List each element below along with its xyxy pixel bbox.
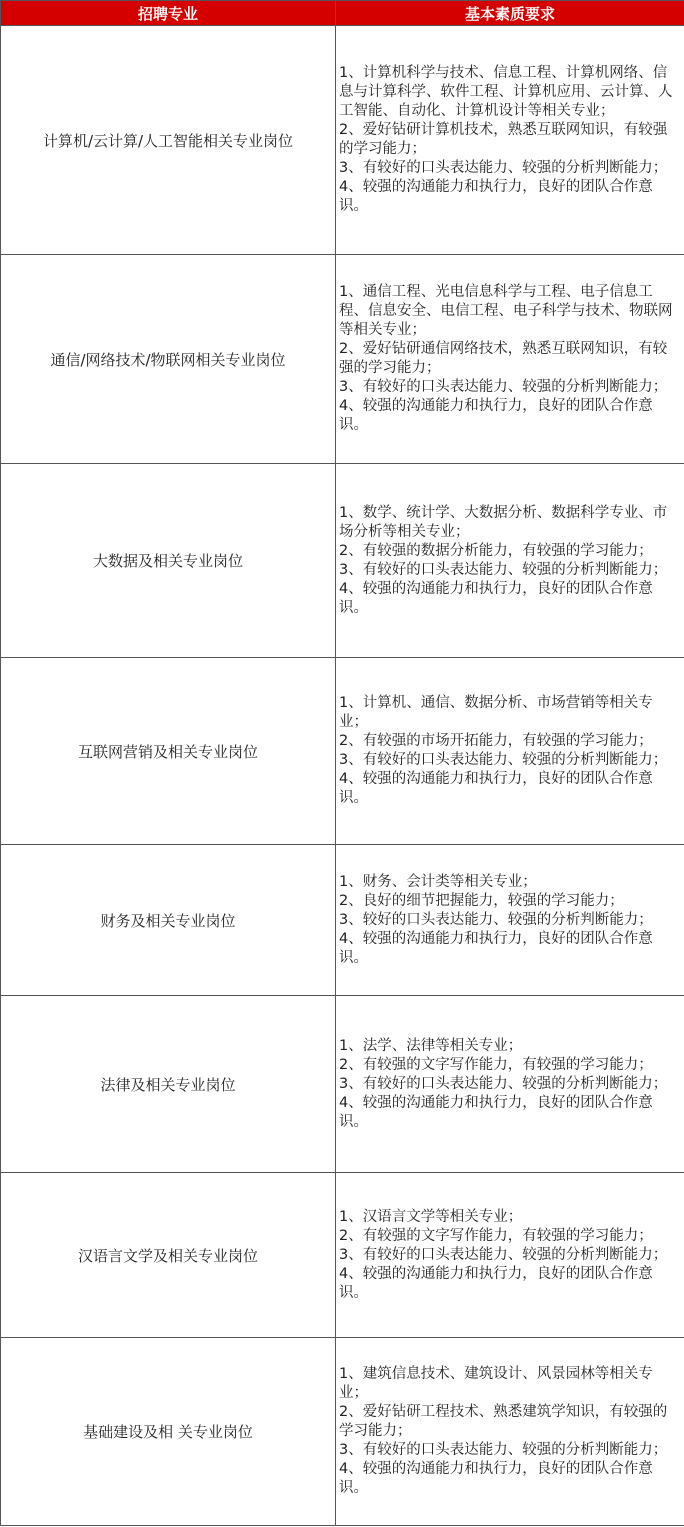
major-cell: 基础建设及相 关专业岗位	[1, 1338, 336, 1526]
requirements-cell	[336, 464, 684, 658]
requirement-item: 2、爱好钻研工程技术、熟悉建筑学知识，有较强的学习能力；	[339, 1404, 668, 1439]
requirements-cell	[336, 1173, 684, 1338]
requirements-cell	[336, 845, 684, 996]
requirement-item: 1、建筑信息技术、建筑设计、风景园林等相关专业；	[339, 1366, 653, 1401]
requirement-item: 4、较强的沟通能力和执行力，良好的团队合作意识。	[339, 179, 653, 214]
requirement-item: 3、有较好的口头表达能力、较强的分析判断能力；	[339, 752, 668, 768]
requirement-item: 2、良好的细节把握能力，较强的学习能力；	[339, 892, 624, 909]
major-cell: 互联网营销及相关专业岗位	[1, 658, 336, 845]
requirement-item: 1、法学、法律等相关专业；	[339, 1037, 523, 1054]
table-row	[1, 1173, 684, 1338]
major-cell: 汉语言文学及相关专业岗位	[1, 1173, 336, 1338]
requirement-item: 4、较强的沟通能力和执行力，良好的团队合作意识。	[339, 1094, 653, 1130]
table-row	[1, 26, 684, 255]
requirement-item: 4、较强的沟通能力和执行力，良好的团队合作意识。	[339, 398, 653, 433]
requirements-cell	[336, 1338, 684, 1526]
table-row	[1, 845, 684, 996]
requirement-item: 2、爱好钻研计算机技术，熟悉互联网知识，有较强的学习能力；	[339, 122, 668, 157]
requirement-item: 3、有较好的口头表达能力、较强的分析判断能力；	[339, 160, 668, 176]
requirement-item: 4、较强的沟通能力和执行力，良好的团队合作意识。	[339, 1265, 653, 1301]
table-row	[1, 464, 684, 658]
requirements-cell	[336, 996, 684, 1173]
requirement-item: 2、爱好钻研通信网络技术，熟悉互联网知识，有较强的学习能力；	[339, 341, 668, 376]
requirement-item: 4、较强的沟通能力和执行力，良好的团队合作意识。	[339, 1461, 653, 1496]
major-cell: 法律及相关专业岗位	[1, 996, 336, 1173]
requirement-item: 4、较强的沟通能力和执行力，良好的团队合作意识。	[339, 580, 653, 616]
requirements-cell	[336, 658, 684, 845]
requirement-item: 1、计算机科学与技术、信息工程、计算机网络、信息与计算科学、软件工程、计算机应用、云计算、人工智能、自动化、计算机设计等相关专业；	[339, 65, 673, 119]
requirement-item: 1、财务、会计类等相关专业；	[339, 873, 537, 890]
table-row	[1, 255, 684, 464]
table-row	[1, 996, 684, 1173]
requirement-item: 1、数学、统计学、大数据分析、数据科学专业、市场分析等相关专业；	[339, 504, 668, 540]
header-major: 招聘专业	[1, 1, 336, 26]
requirement-item: 3、有较好的口头表达能力、较强的分析判断能力；	[339, 1442, 668, 1458]
requirement-item: 3、有较好的口头表达能力、较强的分析判断能力；	[339, 561, 668, 578]
requirement-item: 3、较好的口头表达能力、较强的分析判断能力；	[339, 911, 653, 928]
requirement-item: 3、有较好的口头表达能力、较强的分析判断能力；	[339, 1075, 668, 1092]
requirement-item: 4、较强的沟通能力和执行力，良好的团队合作意识。	[339, 930, 653, 966]
requirement-item: 3、有较好的口头表达能力、较强的分析判断能力；	[339, 379, 668, 395]
requirement-item: 2、有较强的市场开拓能力，有较强的学习能力；	[339, 733, 653, 749]
requirement-item: 1、通信工程、光电信息科学与工程、电子信息工程、信息安全、电信工程、电子科学与技术、物联网等相关专业；	[339, 284, 673, 338]
major-cell: 计算机/云计算/人工智能相关专业岗位	[1, 26, 336, 255]
requirement-item: 4、较强的沟通能力和执行力，良好的团队合作意识。	[339, 771, 653, 806]
requirement-item: 2、有较强的文字写作能力，有较强的学习能力；	[339, 1227, 653, 1244]
major-cell: 通信/网络技术/物联网相关专业岗位	[1, 255, 336, 464]
requirement-item: 1、汉语言文学等相关专业；	[339, 1208, 523, 1225]
table-header-row	[1, 1, 684, 26]
requirement-item: 2、有较强的数据分析能力，有较强的学习能力；	[339, 542, 653, 559]
table-row	[1, 1338, 684, 1526]
requirement-item: 3、有较好的口头表达能力、较强的分析判断能力；	[339, 1246, 668, 1263]
requirements-cell	[336, 255, 684, 464]
table-row	[1, 658, 684, 845]
requirements-cell	[336, 26, 684, 255]
major-cell: 财务及相关专业岗位	[1, 845, 336, 996]
requirement-item: 1、计算机、通信、数据分析、市场营销等相关专业；	[339, 695, 653, 730]
header-requirements: 基本素质要求	[336, 1, 684, 26]
major-cell: 大数据及相关专业岗位	[1, 464, 336, 658]
requirement-item: 2、有较强的文字写作能力，有较强的学习能力；	[339, 1056, 653, 1073]
